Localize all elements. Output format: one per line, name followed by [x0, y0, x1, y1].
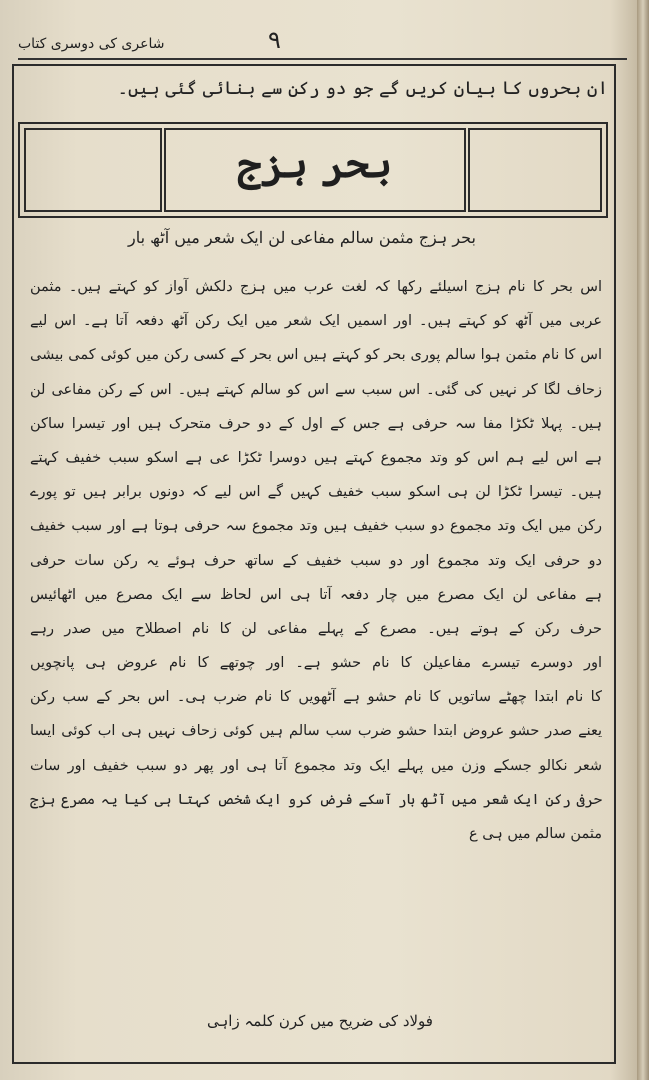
page-header [0, 26, 649, 60]
body-text [30, 270, 602, 851]
section-subtitle: بحر ہزج مثمن سالم مفاعی لن ایک شعر میں آٹھ بار [128, 228, 476, 247]
body-line: عربی میں آٹھ کو کہتے ہیں۔ اور اسمیں ایک شعر میں ایک رکن آٹھ دفعہ آتا ہے۔ اس لیے [30, 313, 602, 330]
title-box-right-panel [468, 128, 602, 212]
body-line: اس کا نام مثمن ہوا سالم پوری بحر کو کہتے ہیں اس بحر کے کسی رکن میں کوئی کمی بیشی [30, 347, 602, 364]
body-line: یعنے صدر حشو عروض ابتدا حشو ضرب سب سالم ہیں کوئی زحاف نہیں ہی اب کوئی ایسا [30, 723, 602, 740]
body-line: ہیں۔ پہلا ٹکڑا مفا سہ حرفی ہے جس کے اول کے دو حرف متحرک ہیں اور تیسرا ساکن [30, 415, 602, 432]
verse-line: فولاد کی ضریح میں کرن کلمہ زاہی [207, 1012, 433, 1030]
body-line: ہیں۔ تیسرا ٹکڑا لن ہی اسکو سبب خفیف کہیں گے اس لیے کہ دونوں برابر ہیں تو پورے [30, 484, 602, 501]
section-title: بحر ہزج [237, 140, 393, 187]
body-line: شعر نکالو جسکے وزن میں پہلے ایک وتد مجموع آتا ہی اور پھر دو سبب خفیف اور سات [30, 757, 602, 774]
intro-line: ان بحروں کا بیان کریں گے جو دو رکن سے بنائی گئی ہیں۔ [117, 78, 608, 99]
body-line: حرفی رکن ایک شعر میں آٹھ بار آسکے فرض کرو ایک شخص کہتا ہی کیا یہ مصرع ہزج [30, 791, 602, 808]
page-number: ۹ [268, 26, 281, 54]
body-line: حرف رکن کے ہوتے ہیں۔ مصرع کے پہلے مفاعی لن کا نام اصطلاح میں صدر رہے [30, 620, 602, 637]
body-line: رکن میں ایک وتد مجموع دو سبب خفیف ہیں وتد مجموع سہ حرفی ہوتا ہے اور سبب خفیف [30, 518, 602, 535]
title-box-left-panel [24, 128, 162, 212]
body-line: کا نام ابتدا چھٹے ساتویں کا نام حشو ہے آٹھویں کا نام ضرب ہی۔ اس بحر کے سب رکن [30, 689, 602, 706]
book-spine [637, 0, 649, 1080]
body-line: زحاف لگا کر نہیں کی گئی۔ اس سبب سے اس کو سالم کہتے ہیں۔ اس کے رکن مفاعی لن [30, 381, 602, 398]
body-line: دو حرفی ایک وتد مجموع اور دو سبب خفیف کے ساتھ حرف ہوئے یہ رکن سات حرفی [30, 552, 602, 569]
header-rule [18, 58, 627, 60]
body-line: ہے مفاعی لن ایک مصرع میں چار دفعہ آتا ہی اس لحاظ سے ایک مصرع میں اٹھائیس [30, 586, 602, 603]
body-line: اور دوسرے تیسرے مفاعیلن کا نام حشو ہے۔ اور چوتھے کا نام عروض ہی پانچویں [30, 655, 602, 672]
body-line: مثمن سالم میں ہی ع [468, 826, 602, 842]
title-box-center-panel [164, 128, 466, 212]
body-line: اس بحر کا نام ہزج اسیلئے رکھا کہ لغت عرب میں ہزج دلکش آواز کو کہتے ہیں۔ مثمن [30, 279, 602, 295]
running-title: شاعری کی دوسری کتاب [18, 36, 165, 52]
title-box [18, 122, 608, 218]
body-line: ہے اس لیے ہم اس کو وتد مجموع کہتے ہیں دوسرا ٹکڑا عی ہے اسکو سبب خفیف کہتے [30, 449, 602, 466]
